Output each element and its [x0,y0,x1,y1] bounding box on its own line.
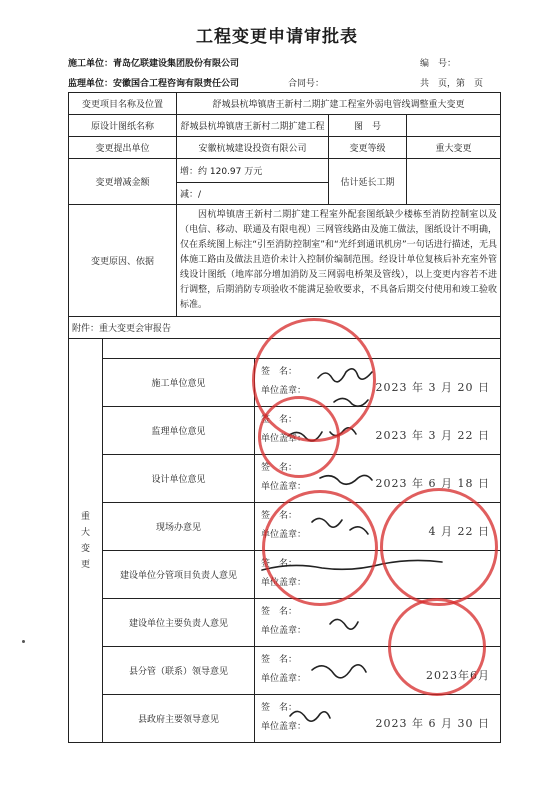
opinion-label: 监理单位意见 [103,407,255,455]
group-char: 更 [80,559,90,570]
construction-unit-label: 施工单位： [68,59,114,69]
scan-speck [22,640,25,643]
signature-stroke [320,475,372,484]
sign-label: 签 名： [261,607,298,617]
stamp-label: 单位盖章： [261,722,307,732]
construction-unit-value: 青岛亿联建设集团股份有限公司 [113,59,240,69]
sign-date: 2023 年 6 月 18 日 [375,477,491,490]
period-label: 估计延长工期 [329,159,407,205]
opinion-label: 现场办意见 [103,503,255,551]
amount-increase: 增：约 120.97 万元 [177,159,329,183]
signature-stroke [262,560,442,570]
project-value: 舒城县杭埠镇唐王新村二期扩建工程室外弱电管线调整重大变更 [177,93,501,115]
attachment-label: 附件：重大变更会审报告 [69,317,501,339]
drawing-label: 原设计图纸名称 [69,115,177,137]
stamp-label: 单位盖章： [261,674,307,684]
stamp-label: 单位盖章： [261,626,307,636]
sign-date: 2023年6月 [426,669,491,682]
sign-label: 签 名： [261,511,298,521]
signature-stroke [318,369,372,382]
opinion-label: 建设单位分管项目负责人意见 [103,551,255,599]
signature-stroke [312,518,368,534]
sign-label: 签 名： [261,367,298,377]
sign-label: 签 名： [261,703,298,713]
stamp-label: 单位盖章： [261,386,307,396]
proposer-label: 变更提出单位 [69,137,177,159]
drawing-value: 舒城县杭埠镇唐王新村二期扩建工程 [177,115,329,137]
form-title: 工程变更申请审批表 [196,27,358,47]
stamp-label: 单位盖章： [261,482,307,492]
amount-label: 变更增减金额 [69,159,177,205]
stamp-label: 单位盖章： [261,530,307,540]
opinion-label: 县分管（联系）领导意见 [103,647,255,695]
sign-label: 签 名： [261,559,298,569]
sign-date: 2023 年 3 月 20 日 [375,381,491,394]
number-label: 编 号： [420,59,457,69]
signature-stroke [312,665,366,678]
signature-stroke [288,428,356,441]
opinion-label: 施工单位意见 [103,359,255,407]
signature-stroke [330,619,358,629]
group-char: 大 [80,527,90,538]
opinion-label: 县政府主要领导意见 [103,695,255,743]
sign-label: 签 名： [261,463,298,473]
project-label: 变更项目名称及位置 [69,93,177,115]
sign-date: 2023 年 3 月 22 日 [375,429,491,442]
opinion-label: 设计单位意见 [103,455,255,503]
reason-text: 因杭埠镇唐王新村二期扩建工程室外配套图纸缺少楼栋至消防控制室以及（电信、移动、联通及有限电视）三网管线路由及施工做法，图纸设计不明确，仅在系统图上标注“引至消防控制室”和“光纤到通讯机房”一句话进行描述，无具体施工路由及做法且造价未计入控制价编制范围。经设计单位复核后补充室外管线设计图纸（地库部分增加消防及三网弱电桥架及管线），以上变更内容若不进行调整，后期消防专项验收不能满足验收要求，不具备后期交付使用和竣工验收标准。 [177,205,501,317]
amount-decrease: 减：/ [177,183,329,205]
drawing-no-label: 图 号 [329,115,407,137]
supervision-unit-value: 安徽国合工程咨询有限责任公司 [113,79,240,89]
group-char: 重 [80,511,90,522]
sign-label: 签 名： [261,655,298,665]
sign-label: 签 名： [261,415,298,425]
level-label: 变更等级 [329,137,407,159]
stamp-label: 单位盖章： [261,434,307,444]
sign-date: 4 月 22 日 [428,525,491,538]
level-value: 重大变更 [407,137,501,159]
sign-date: 2023 年 6 月 30 日 [375,717,491,730]
supervision-unit-label: 监理单位： [68,79,114,89]
signature-stroke [334,398,368,406]
pages-label: 共 页，第 页 [420,79,484,89]
group-char: 变 [80,543,90,554]
stamp-label: 单位盖章： [261,578,307,588]
signature-stroke [290,711,330,721]
opinion-label: 建设单位主要负责人意见 [103,599,255,647]
proposer-value: 安徽杭城建设投资有限公司 [177,137,329,159]
contract-label: 合同号： [288,79,325,89]
reason-label: 变更原因、依据 [69,205,177,317]
